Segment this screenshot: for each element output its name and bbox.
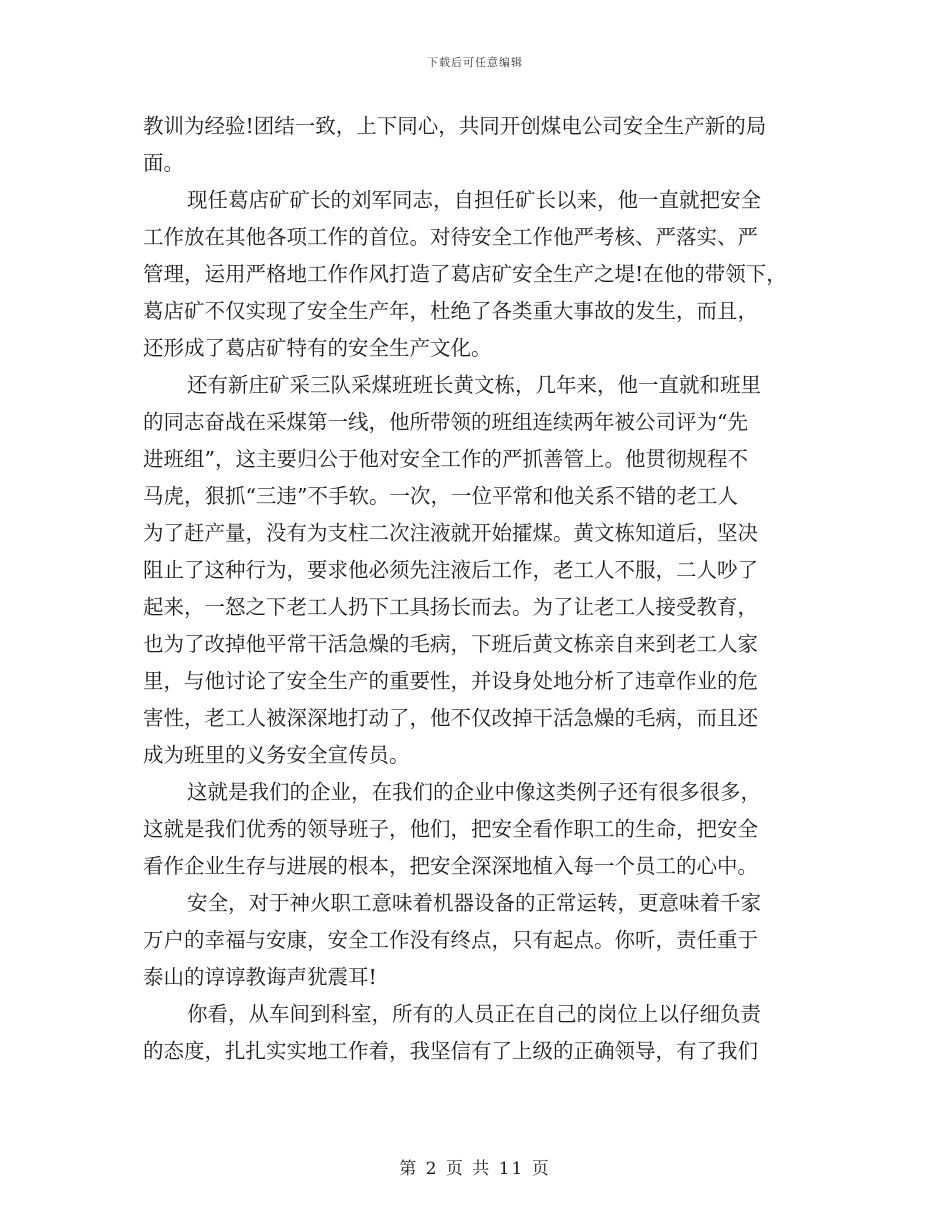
text-line: 阻止了这种行为，要求他必须先注液后工作，老工人不服，二人吵了 (143, 558, 758, 582)
text-line: 还有新庄矿采三队采煤班班长黄文栋，几年来，他一直就和班里 (187, 373, 761, 397)
text-line: 面。 (143, 151, 184, 175)
text-line: 万户的幸福与安康，安全工作没有终点，只有起点。你听，责任重于 (143, 928, 758, 952)
text-line: 这就是我们优秀的领导班子，他们，把安全看作职工的生命，把安全 (143, 817, 758, 841)
text-line: 起来，一怒之下老工人扔下工具扬长而去。为了让老工人接受教育， (143, 595, 758, 619)
text-line: 的态度，扎扎实实地工作着，我坚信有了上级的正确领导，有了我们 (143, 1039, 758, 1063)
text-line: 你看，从车间到科室，所有的人员正在自己的岗位上以仔细负责 (187, 1002, 761, 1026)
text-line: 泰山的谆谆教诲声犹震耳! (143, 965, 377, 989)
page-header: 下载后可任意编辑 (427, 56, 523, 69)
text-line: 还形成了葛店矿特有的安全生产文化。 (143, 336, 492, 360)
text-line: 葛店矿不仅实现了安全生产年，杜绝了各类重大事故的发生，而且， (143, 299, 758, 323)
text-line: 进班组”，这主要归公于他对安全工作的严抓善管上。他贯彻规程不 (143, 447, 748, 471)
text-line: 安全，对于神火职工意味着机器设备的正常运转，更意味着千家 (187, 891, 761, 915)
text-line: 工作放在其他各项工作的首位。对待安全工作他严考核、严落实、严 (143, 225, 758, 249)
text-line: 成为班里的义务安全宣传员。 (143, 743, 410, 767)
document-body (143, 108, 815, 1070)
text-line: 马虎，狠抓“三违”不手软。一次，一位平常和他关系不错的老工人 (143, 484, 738, 508)
text-line: 为了赶产量，没有为支柱二次注液就开始攉煤。黄文栋知道后，坚决 (143, 521, 758, 545)
text-line: 管理，运用严格地工作作风打造了葛店矿安全生产之堤!在他的带领下， (143, 262, 787, 286)
text-line: 害性，老工人被深深地打动了，他不仅改掉干活急燥的毛病，而且还 (143, 706, 758, 730)
text-line: 的同志奋战在采煤第一线，他所带领的班组连续两年被公司评为“先 (143, 410, 748, 434)
text-line: 这就是我们的企业，在我们的企业中像这类例子还有很多很多， (187, 780, 761, 804)
text-line: 也为了改掉他平常干活急燥的毛病，下班后黄文栋亲自来到老工人家 (143, 632, 758, 656)
page-number-footer: 第 2 页 共 11 页 (399, 1159, 551, 1179)
text-line: 里，与他讨论了安全生产的重要性，并设身处地分析了违章作业的危 (143, 669, 758, 693)
text-line: 看作企业生存与进展的根本，把安全深深地植入每一个员工的心中。 (143, 854, 758, 878)
text-line: 现任葛店矿矿长的刘军同志，自担任矿长以来，他一直就把安全 (187, 188, 761, 212)
text-line: 教训为经验!团结一致，上下同心，共同开创煤电公司安全生产新的局 (143, 114, 767, 138)
